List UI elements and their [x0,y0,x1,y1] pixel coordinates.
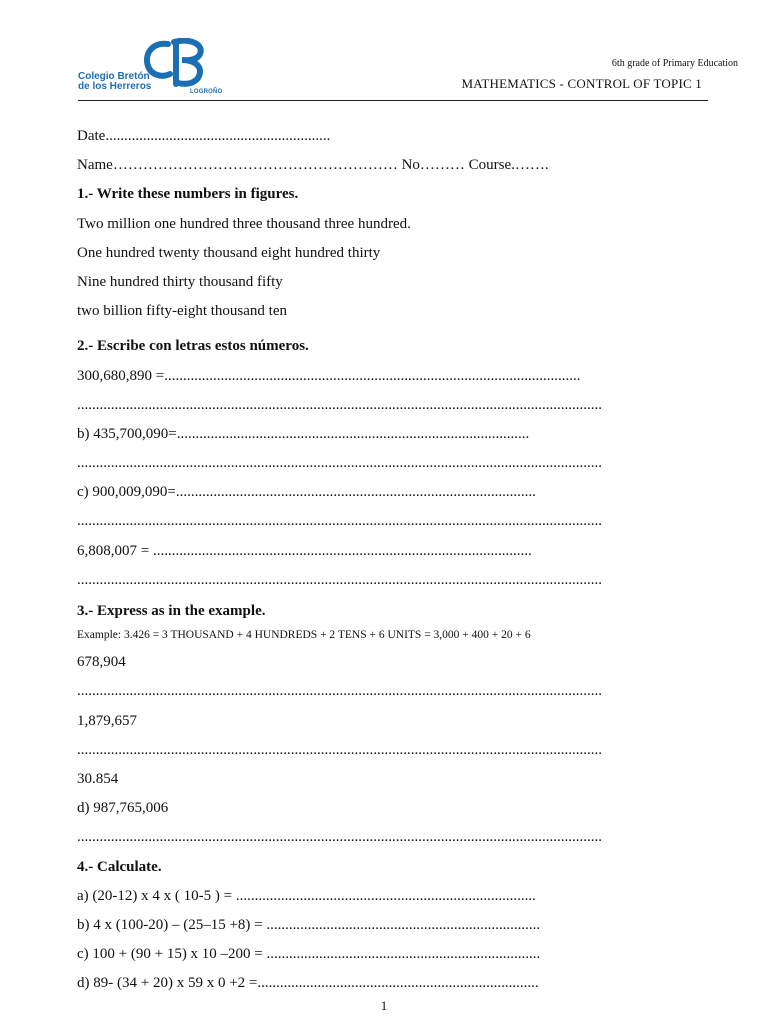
section3-example: Example: 3.426 = 3 THOUSAND + 4 HUNDREDS + 2 TENS + 6 UNITS = 3,000 + 400 + 20 + 6 [77,629,531,642]
section4-calc-line[interactable]: d) 89- (34 + 20) x 59 x 0 +2 =........................................................................... [77,975,539,992]
section2-answer-line[interactable]: 6,808,007 = ..................................................................................................... [77,542,532,559]
section1-item: Nine hundred thirty thousand fifty [77,273,283,290]
section2-answer-line[interactable]: b) 435,700,090=.............................................................................................. [77,425,530,442]
name-number-course-field[interactable]: Name………………………………………………… No……… Course.……. [77,157,549,174]
section2-answer-line[interactable]: 300,680,890 =............................................................................................................... [77,367,581,384]
section4-calc-line[interactable]: b) 4 x (100-20) – (25–15 +8) = ......................................................................... [77,916,541,933]
section3-answer-line[interactable]: ............................................................................................................................................ [77,829,602,846]
school-name [78,72,151,92]
section4-heading: 4.- Calculate. [77,858,162,875]
school-name-line1: Colegio Bretón [78,71,150,82]
section2-answer-line[interactable]: ............................................................................................................................................ [77,513,602,530]
page-number: 1 [380,998,388,1013]
section1-item: One hundred twenty thousand eight hundred thirty [77,244,381,261]
section3-item: 678,904 [77,654,126,671]
date-field[interactable]: Date............................................................ [77,128,331,144]
document-title: MATHEMATICS - CONTROL OF TOPIC 1 [461,76,702,91]
school-city: LOGROÑO [190,89,223,95]
section1-heading: 1.- Write these numbers in figures. [77,186,299,203]
section2-answer-line[interactable]: c) 900,009,090=................................................................................................ [77,484,536,501]
section3-item: d) 987,765,006 [77,800,169,817]
section3-answer-line[interactable]: ............................................................................................................................................ [77,741,602,758]
grade-label: 6th grade of Primary Education [611,58,738,69]
header-divider [78,100,708,101]
section3-item: 30.854 [77,770,119,787]
section4-calc-line[interactable]: c) 100 + (90 + 15) x 10 –200 = ......................................................................... [77,946,541,963]
section1-item: two billion fifty-eight thousand ten [77,303,287,320]
section3-item: 1,879,657 [77,712,137,729]
section2-answer-line[interactable]: ............................................................................................................................................ [77,455,602,472]
section2-heading: 2.- Escribe con letras estos números. [77,338,309,355]
school-name-line2: de los Herreros [78,81,152,92]
section2-answer-line[interactable]: ............................................................................................................................................ [77,396,602,413]
section3-answer-line[interactable]: ............................................................................................................................................ [77,683,602,700]
worksheet-body [77,122,709,998]
section2-answer-line[interactable]: ............................................................................................................................................ [77,571,602,588]
section1-item: Two million one hundred three thousand three hundred. [77,215,411,232]
section4-calc-line[interactable]: a) (20-12) x 4 x ( 10-5 ) = ................................................................................ [77,887,536,904]
school-logo [78,38,228,100]
section3-heading: 3.- Express as in the example. [77,603,266,619]
